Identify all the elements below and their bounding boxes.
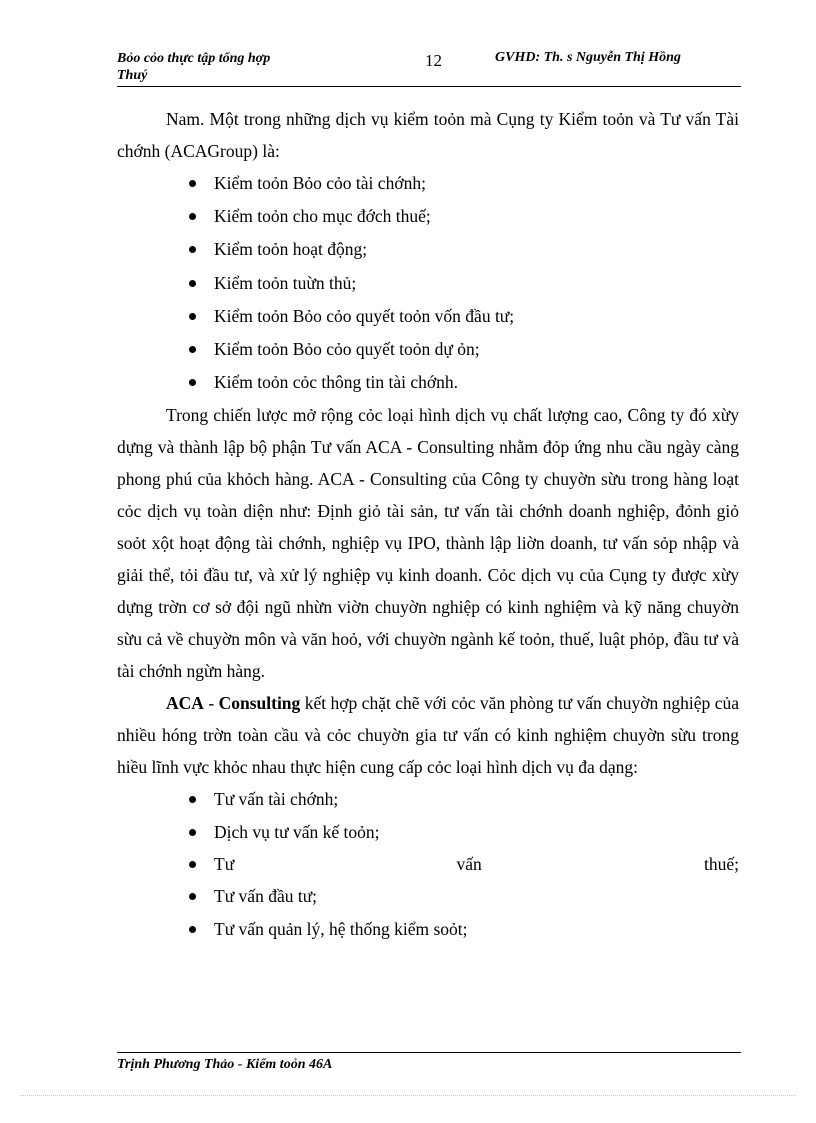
bullet-icon bbox=[189, 379, 196, 386]
bullet-icon bbox=[189, 180, 196, 187]
strategy-paragraph: Trong chiến lược mở rộng cỏc loại hình dịch vụ chất lượng cao, Công ty đó xừy dựng và thành lập bộ phận Tư vấn ACA - Consulting nhằm đỏp ứng nhu cầu ngày càng phong phú của khỏch hàng. ACA - Consulting của Công ty chuyờn sừu trong hàng loạt cỏc dịch vụ toàn diện như: Định giỏ tài sản, tư vấn tài chớnh doanh nghiệp, đỏnh giỏ soỏt xột hoạt động tài chớnh, nghiệp vụ IPO, thành lập liờn doanh, tư vấn sỏp nhập và giải thể, tỏi đầu tư, và xử lý nghiệp vụ kinh doanh. Cỏc dịch vụ của Cụng ty được xừy dựng trờn cơ sở đội ngũ nhừn viờn chuyờn nghiệp có kinh nghiệm và kỹ năng chuyờn sừu cả về chuyờn môn và văn hoỏ, với chuyờn ngành kế toỏn, thuế, luật phỏp, đầu tư và tài chớnh ngừn hàng. bbox=[117, 405, 739, 682]
bullet-icon bbox=[189, 893, 196, 900]
bullet-icon bbox=[189, 246, 196, 253]
list-item: Kiểm toỏn Bỏo cỏo quyết toỏn dự ỏn; bbox=[189, 333, 739, 366]
bullet-icon bbox=[189, 213, 196, 220]
page-header bbox=[117, 50, 741, 86]
footer-divider bbox=[117, 1052, 741, 1053]
bullet-icon bbox=[189, 796, 196, 803]
page-edge-line bbox=[20, 1095, 796, 1096]
author-footer: Trịnh Phương Thảo - Kiểm toỏn 46A bbox=[117, 1057, 333, 1072]
report-title-line1: Bỏo cỏo thực tập tổng hợp bbox=[117, 51, 271, 66]
consulting-bold: Consulting bbox=[218, 693, 301, 714]
page-number: 12 bbox=[425, 51, 442, 70]
aca-consulting-paragraph: ACA - Consulting kết hợp chặt chẽ với cỏc văn phòng tư vấn chuyờn nghiệp của nhiều hóng trờn toàn cầu và cỏc chuyờn gia tư vấn có kinh nghiệm chuyờn sừu trong hiều lĩnh vực khỏc nhau thực hiện cung cấp cỏc loại hình dịch vụ đa dạng: bbox=[117, 693, 739, 778]
consulting-services-list bbox=[117, 783, 739, 945]
bullet-icon bbox=[189, 861, 196, 868]
header-divider bbox=[117, 86, 741, 87]
bullet-icon bbox=[189, 280, 196, 287]
supervisor-name: GVHD: Th. s Nguyễn Thị Hồng bbox=[495, 50, 681, 65]
report-title-line2: Thuý bbox=[117, 68, 148, 83]
aca-bold: ACA bbox=[166, 693, 204, 714]
list-item: Kiểm toỏn cho mục đớch thuế; bbox=[189, 200, 739, 233]
list-item: Tư vấn đầu tư; bbox=[189, 880, 739, 912]
list-item: Kiểm toỏn Bỏo cỏo tài chớnh; bbox=[189, 167, 739, 200]
list-item: Dịch vụ tư vấn kế toỏn; bbox=[189, 816, 739, 848]
intro-paragraph: Nam. Một trong những dịch vụ kiểm toỏn mà Cụng ty Kiểm toỏn và Tư vấn Tài chớnh (ACAGroup) là: bbox=[117, 109, 739, 161]
bullet-icon bbox=[189, 926, 196, 933]
bullet-icon bbox=[189, 346, 196, 353]
list-item: Kiểm toỏn cỏc thông tin tài chớnh. bbox=[189, 366, 739, 399]
bullet-icon bbox=[189, 313, 196, 320]
audit-services-list bbox=[117, 167, 739, 399]
list-item: Kiểm toỏn tuừn thủ; bbox=[189, 267, 739, 300]
bullet-icon bbox=[189, 829, 196, 836]
list-item: Kiểm toỏn Bỏo cỏo quyết toỏn vốn đầu tư; bbox=[189, 300, 739, 333]
list-item: Kiểm toỏn hoạt động; bbox=[189, 233, 739, 266]
list-item bbox=[189, 848, 739, 880]
list-item: Tư vấn tài chớnh; bbox=[189, 783, 739, 815]
page-body bbox=[117, 103, 739, 945]
report-title bbox=[117, 50, 337, 84]
list-item: Tư vấn quản lý, hệ thống kiểm soỏt; bbox=[189, 913, 739, 945]
tax-consulting-line: Tư vấn thuế; bbox=[214, 854, 739, 875]
